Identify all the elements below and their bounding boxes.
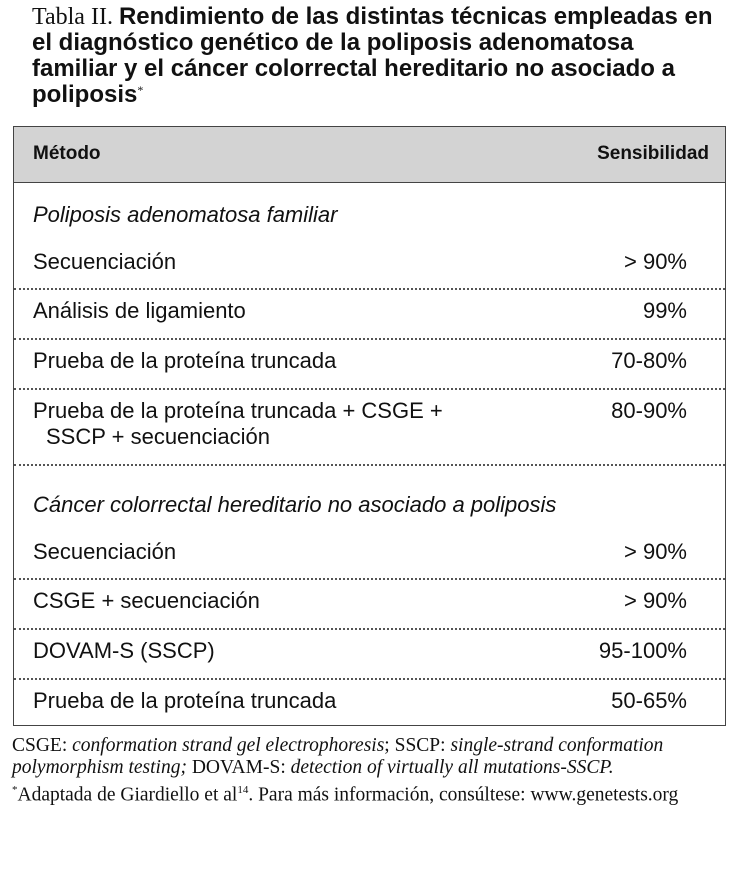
abbr-sscp-definition: single-strand conformation polymorphism testing;	[12, 735, 664, 778]
table-header	[14, 127, 725, 183]
source-text: Adaptada de Giardiello et al	[17, 784, 238, 806]
row-method-line1: Prueba de la proteína truncada + CSGE +	[33, 398, 443, 423]
section-title-hnpcc: Cáncer colorrectal hereditario no asociado a poliposis	[33, 492, 557, 517]
row-method	[33, 398, 443, 450]
row-sensitivity: > 90%	[624, 539, 687, 564]
table-row	[14, 578, 725, 630]
header-method: Método	[33, 143, 101, 164]
row-method: Secuenciación	[33, 249, 177, 274]
row-sensitivity: 70-80%	[611, 348, 687, 373]
row-method: Prueba de la proteína truncada	[33, 688, 337, 713]
source-rest: . Para más información, consúltese: www.genetests.org	[248, 784, 679, 806]
source-footnote-mark: *	[12, 784, 18, 796]
row-method: Prueba de la proteína truncada	[33, 348, 337, 373]
row-sensitivity: 50-65%	[611, 688, 687, 713]
row-sensitivity: 99%	[642, 298, 687, 323]
table-footnotes: CSGE: conformation strand gel electrophoresis; SSCP: single-strand conformation polymorphism testing; DOVAM-S: detection of virtually all mutations-SSCP. *Adaptada de Giardiello et $al^{14}$. Para más información, consúltese: www.genetests.org	[12, 735, 679, 806]
table-row	[14, 242, 725, 290]
abbr-dovam: DOVAM-S:	[191, 757, 286, 778]
row-method: Secuenciación	[33, 539, 177, 564]
abbr-sscp: SSCP:	[394, 735, 446, 756]
section-title-fap: Poliposis adenomatosa familiar	[33, 202, 338, 227]
row-method: Análisis de ligamiento	[33, 298, 246, 323]
table-row	[14, 388, 725, 466]
sensitivity-table	[13, 126, 726, 726]
table-row	[14, 288, 725, 340]
row-sensitivity: > 90%	[624, 249, 687, 274]
table-row	[14, 532, 725, 580]
table-row	[14, 628, 725, 680]
header-sensitivity: Sensibilidad	[597, 143, 709, 164]
caption-title: Rendimiento de las distintas técnicas empleadas en el diagnóstico genético de la poliposis adenomatosa familiar y el cáncer colorrectal hereditario no asociado a poliposis	[32, 3, 713, 108]
row-sensitivity: > 90%	[624, 588, 687, 613]
row-method-line2: SSCP + secuenciación	[46, 424, 271, 449]
abbr-csge: CSGE:	[12, 735, 68, 756]
source-reference: 14	[237, 784, 249, 796]
caption-footnote-mark: *	[137, 83, 144, 97]
abbr-csge-definition: conformation strand gel electrophoresis	[72, 735, 385, 756]
table-row	[14, 338, 725, 390]
row-method: CSGE + secuenciación	[33, 588, 260, 613]
row-sensitivity: 80-90%	[611, 398, 687, 423]
row-sensitivity: 95-100%	[598, 638, 687, 663]
caption-label: Tabla II.	[32, 4, 113, 30]
table-caption	[32, 4, 722, 108]
abbr-dovam-definition: detection of virtually all mutations-SSCP.	[290, 757, 614, 778]
table-row	[14, 678, 725, 724]
row-method: DOVAM-S (SSCP)	[33, 638, 215, 663]
